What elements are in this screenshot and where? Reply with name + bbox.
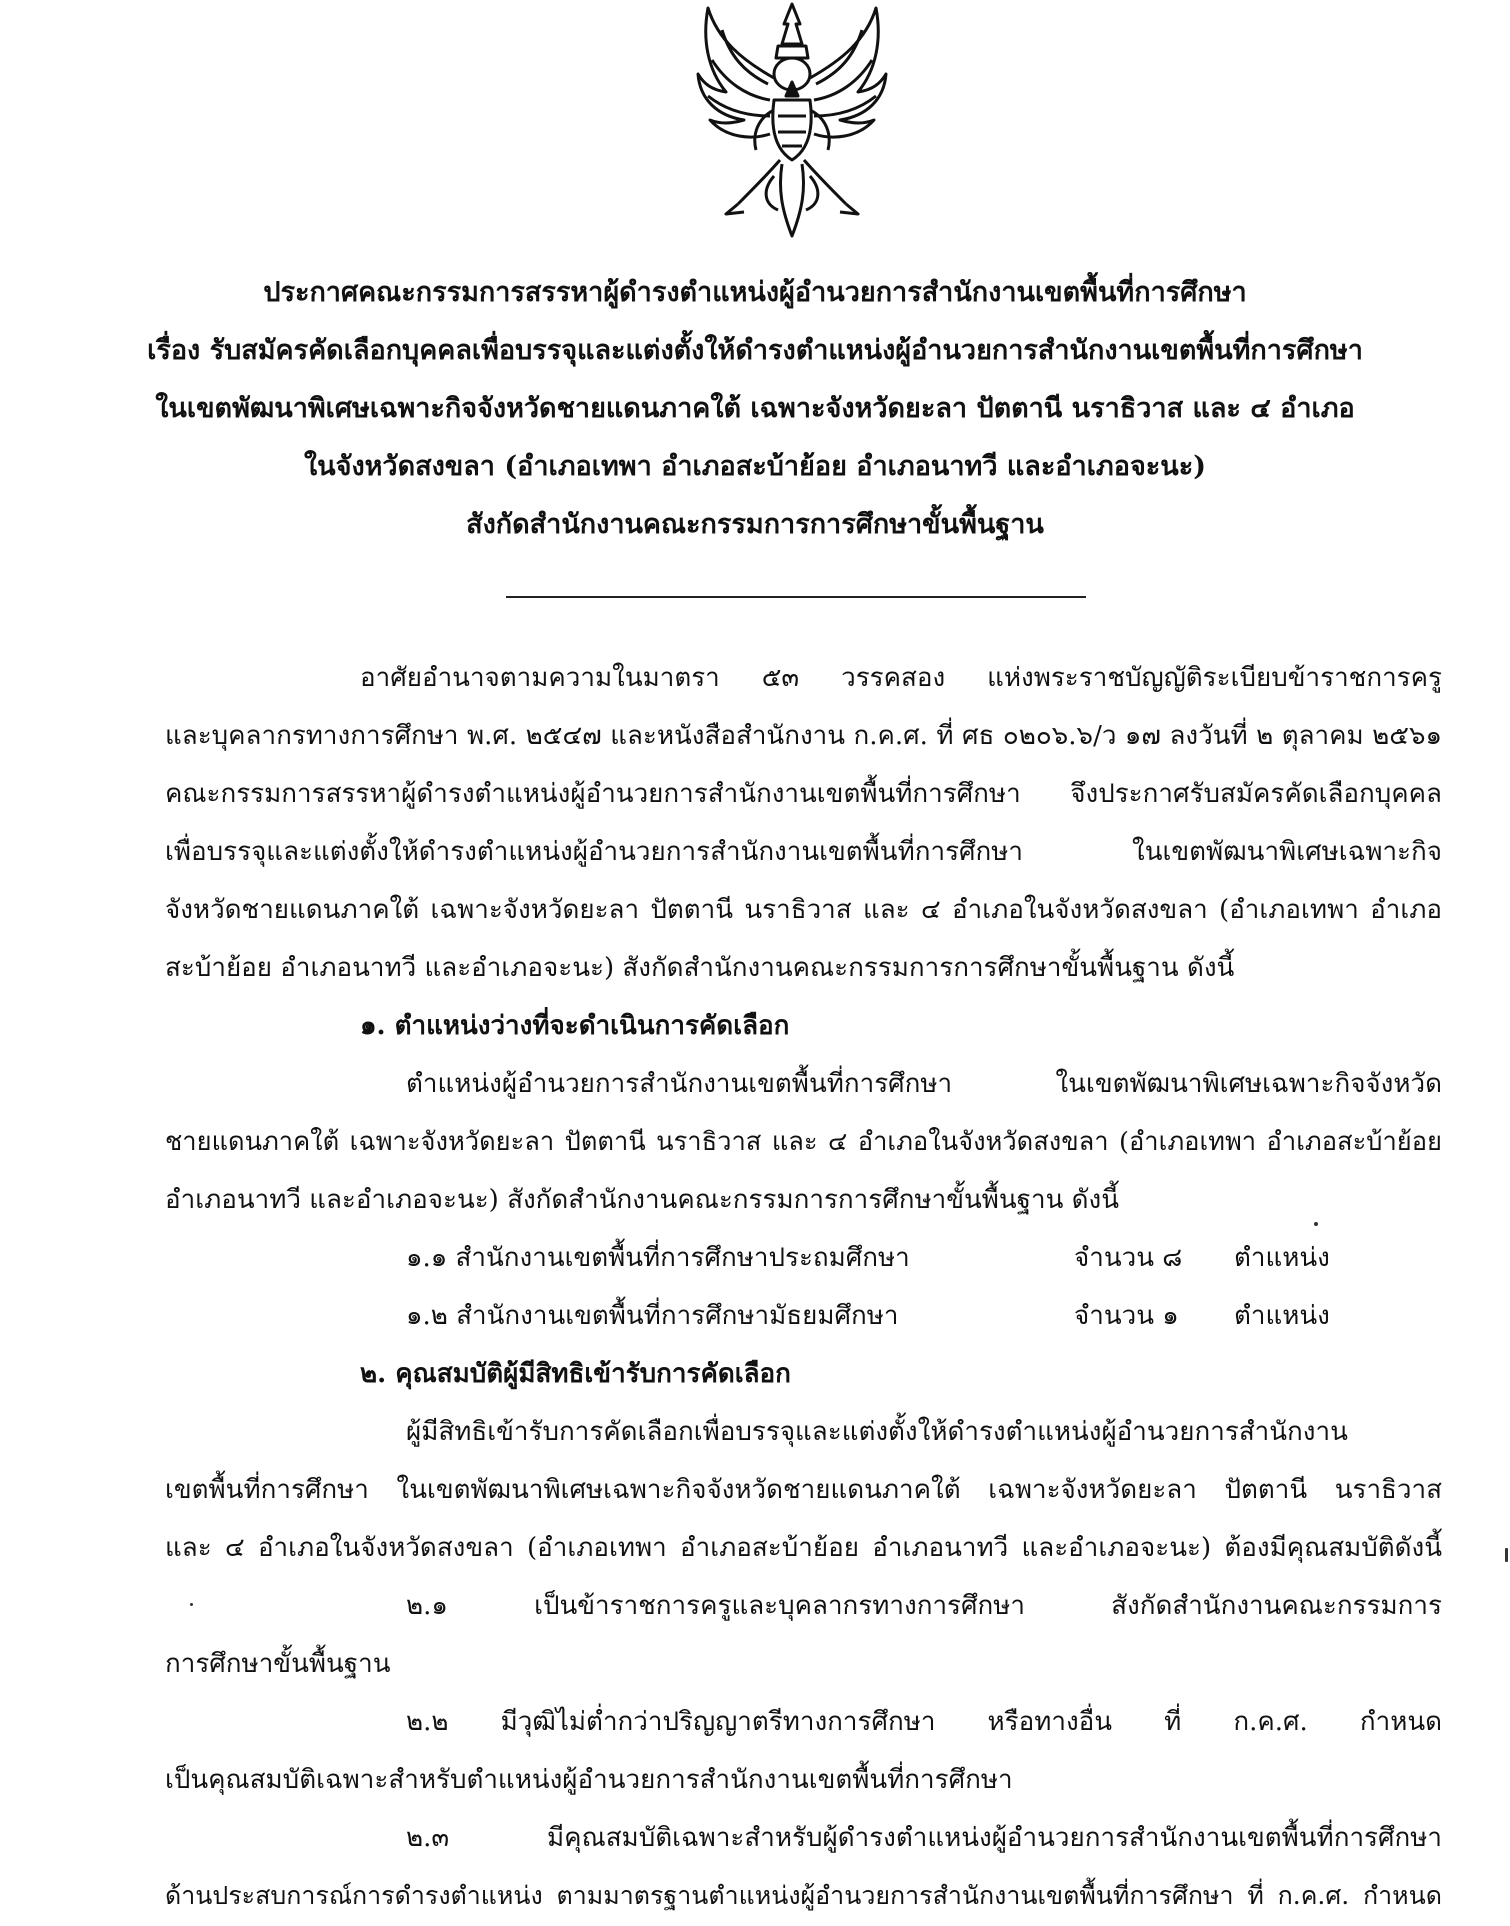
intro-line-2: และบุคลากรทางการศึกษา พ.ศ. ๒๕๔๗ และหนังสือสำนักงาน ก.ค.ศ. ที่ ศธ ๐๒๐๖.๖/ว ๑๗ ลงวันที่ ๒ ตุลาคม ๒๕๖๑ [165, 721, 1442, 751]
clause-2-3-line-2: ด้านประสบการณ์การดำรงตำแหน่ง ตามมาตรฐานตำแหน่งผู้อำนวยการสำนักงานเขตพื้นที่การศึกษา ที่ ก.ค.ศ. กำหนด [165, 1881, 1442, 1910]
clause-2-2-line-1: ๒.๒ มีวุฒิไม่ต่ำกว่าปริญญาตรีทางการศึกษา หรือทางอื่น ที่ ก.ค.ศ. กำหนด [406, 1707, 1442, 1737]
list-item-unit: ตำแหน่ง [1234, 1301, 1330, 1331]
clause-2-1-line-1: ๒.๑ เป็นข้าราชการครูและบุคลากรทางการศึกษา สังกัดสำนักงานคณะกรรมการ [406, 1591, 1442, 1621]
list-item-label: ๑.๑ สำนักงานเขตพื้นที่การศึกษาประถมศึกษา [406, 1243, 910, 1273]
scan-speck [190, 1603, 193, 1606]
section-1-line-2: ชายแดนภาคใต้ เฉพาะจังหวัดยะลา ปัตตานี นราธิวาส และ ๔ อำเภอในจังหวัดสงขลา (อำเภอเทพา อำเภอสะบ้าย้อย [165, 1127, 1442, 1157]
clause-2-1-line-2: การศึกษาขั้นพื้นฐาน [165, 1649, 391, 1679]
scan-speck [1314, 1222, 1318, 1226]
scan-speck [1505, 1548, 1508, 1562]
intro-line-6: สะบ้าย้อย อำเภอนาทวี และอำเภอจะนะ) สังกัดสำนักงานคณะกรรมการการศึกษาขั้นพื้นฐาน ดังนี้ [165, 953, 1235, 983]
heading-line-4: ในจังหวัดสงขลา (อำเภอเทพา อำเภอสะบ้าย้อย อำเภอนาทวี และอำเภอจะนะ) [303, 451, 1207, 482]
section-1-line-1: ตำแหน่งผู้อำนวยการสำนักงานเขตพื้นที่การศึกษา ในเขตพัฒนาพิเศษเฉพาะกิจจังหวัด [406, 1069, 1442, 1099]
section-2-line-2: เขตพื้นที่การศึกษา ในเขตพัฒนาพิเศษเฉพาะกิจจังหวัดชายแดนภาคใต้ เฉพาะจังหวัดยะลา ปัตตานี นราธิวาส [165, 1475, 1442, 1505]
clause-2-3-line-1: ๒.๓ มีคุณสมบัติเฉพาะสำหรับผู้ดำรงตำแหน่งผู้อำนวยการสำนักงานเขตพื้นที่การศึกษา [406, 1823, 1442, 1853]
intro-line-1: อาศัยอำนาจตามความในมาตรา ๕๓ วรรคสอง แห่งพระราชบัญญัติระเบียบข้าราชการครู [360, 663, 1442, 693]
section-2-title: ๒. คุณสมบัติผู้มีสิทธิเข้ารับการคัดเลือก [360, 1359, 791, 1389]
heading-divider [506, 596, 1086, 598]
list-item-qty: จำนวน ๑ [1074, 1301, 1179, 1331]
section-1-title: ๑. ตำแหน่งว่างที่จะดำเนินการคัดเลือก [360, 1011, 790, 1041]
list-item-qty: จำนวน ๘ [1074, 1243, 1183, 1273]
list-item-label: ๑.๒ สำนักงานเขตพื้นที่การศึกษามัธยมศึกษา [406, 1301, 899, 1331]
list-item [406, 1243, 1446, 1273]
list-item [406, 1301, 1446, 1331]
clause-2-2-line-2: เป็นคุณสมบัติเฉพาะสำหรับตำแหน่งผู้อำนวยการสำนักงานเขตพื้นที่การศึกษา [165, 1765, 1013, 1795]
heading-line-3: ในเขตพัฒนาพิเศษเฉพาะกิจจังหวัดชายแดนภาคใต้ เฉพาะจังหวัดยะลา ปัตตานี นราธิวาส และ ๔ อำเภอ [155, 393, 1355, 424]
intro-line-3: คณะกรรมการสรรหาผู้ดำรงตำแหน่งผู้อำนวยการสำนักงานเขตพื้นที่การศึกษา จึงประกาศรับสมัครคัดเลือกบุคคล [165, 779, 1442, 809]
garuda-emblem-icon [682, 0, 902, 240]
section-1-line-3: อำเภอนาทวี และอำเภอจะนะ) สังกัดสำนักงานคณะกรรมการการศึกษาขั้นพื้นฐาน ดังนี้ [165, 1185, 1120, 1215]
heading-line-2: เรื่อง รับสมัครคัดเลือกบุคคลเพื่อบรรจุและแต่งตั้งให้ดำรงตำแหน่งผู้อำนวยการสำนักงานเขตพื้นที่การศึกษา [147, 335, 1363, 366]
intro-line-5: จังหวัดชายแดนภาคใต้ เฉพาะจังหวัดยะลา ปัตตานี นราธิวาส และ ๔ อำเภอในจังหวัดสงขลา (อำเภอเทพา อำเภอ [165, 895, 1442, 925]
heading-line-5: สังกัดสำนักงานคณะกรรมการการศึกษาขั้นพื้นฐาน [466, 509, 1044, 540]
list-item-unit: ตำแหน่ง [1234, 1243, 1330, 1273]
heading-line-1: ประกาศคณะกรรมการสรรหาผู้ดำรงตำแหน่งผู้อำนวยการสำนักงานเขตพื้นที่การศึกษา [263, 277, 1247, 308]
intro-line-4: เพื่อบรรจุและแต่งตั้งให้ดำรงตำแหน่งผู้อำนวยการสำนักงานเขตพื้นที่การศึกษา ในเขตพัฒนาพิเศษเฉพาะกิจ [165, 837, 1442, 867]
section-2-line-1: ผู้มีสิทธิเข้ารับการคัดเลือกเพื่อบรรจุและแต่งตั้งให้ดำรงตำแหน่งผู้อำนวยการสำนักงาน [406, 1417, 1348, 1447]
section-2-line-3: และ ๔ อำเภอในจังหวัดสงขลา (อำเภอเทพา อำเภอสะบ้าย้อย อำเภอนาทวี และอำเภอจะนะ) ต้องมีคุณสมบัติดังนี้ [165, 1533, 1442, 1563]
